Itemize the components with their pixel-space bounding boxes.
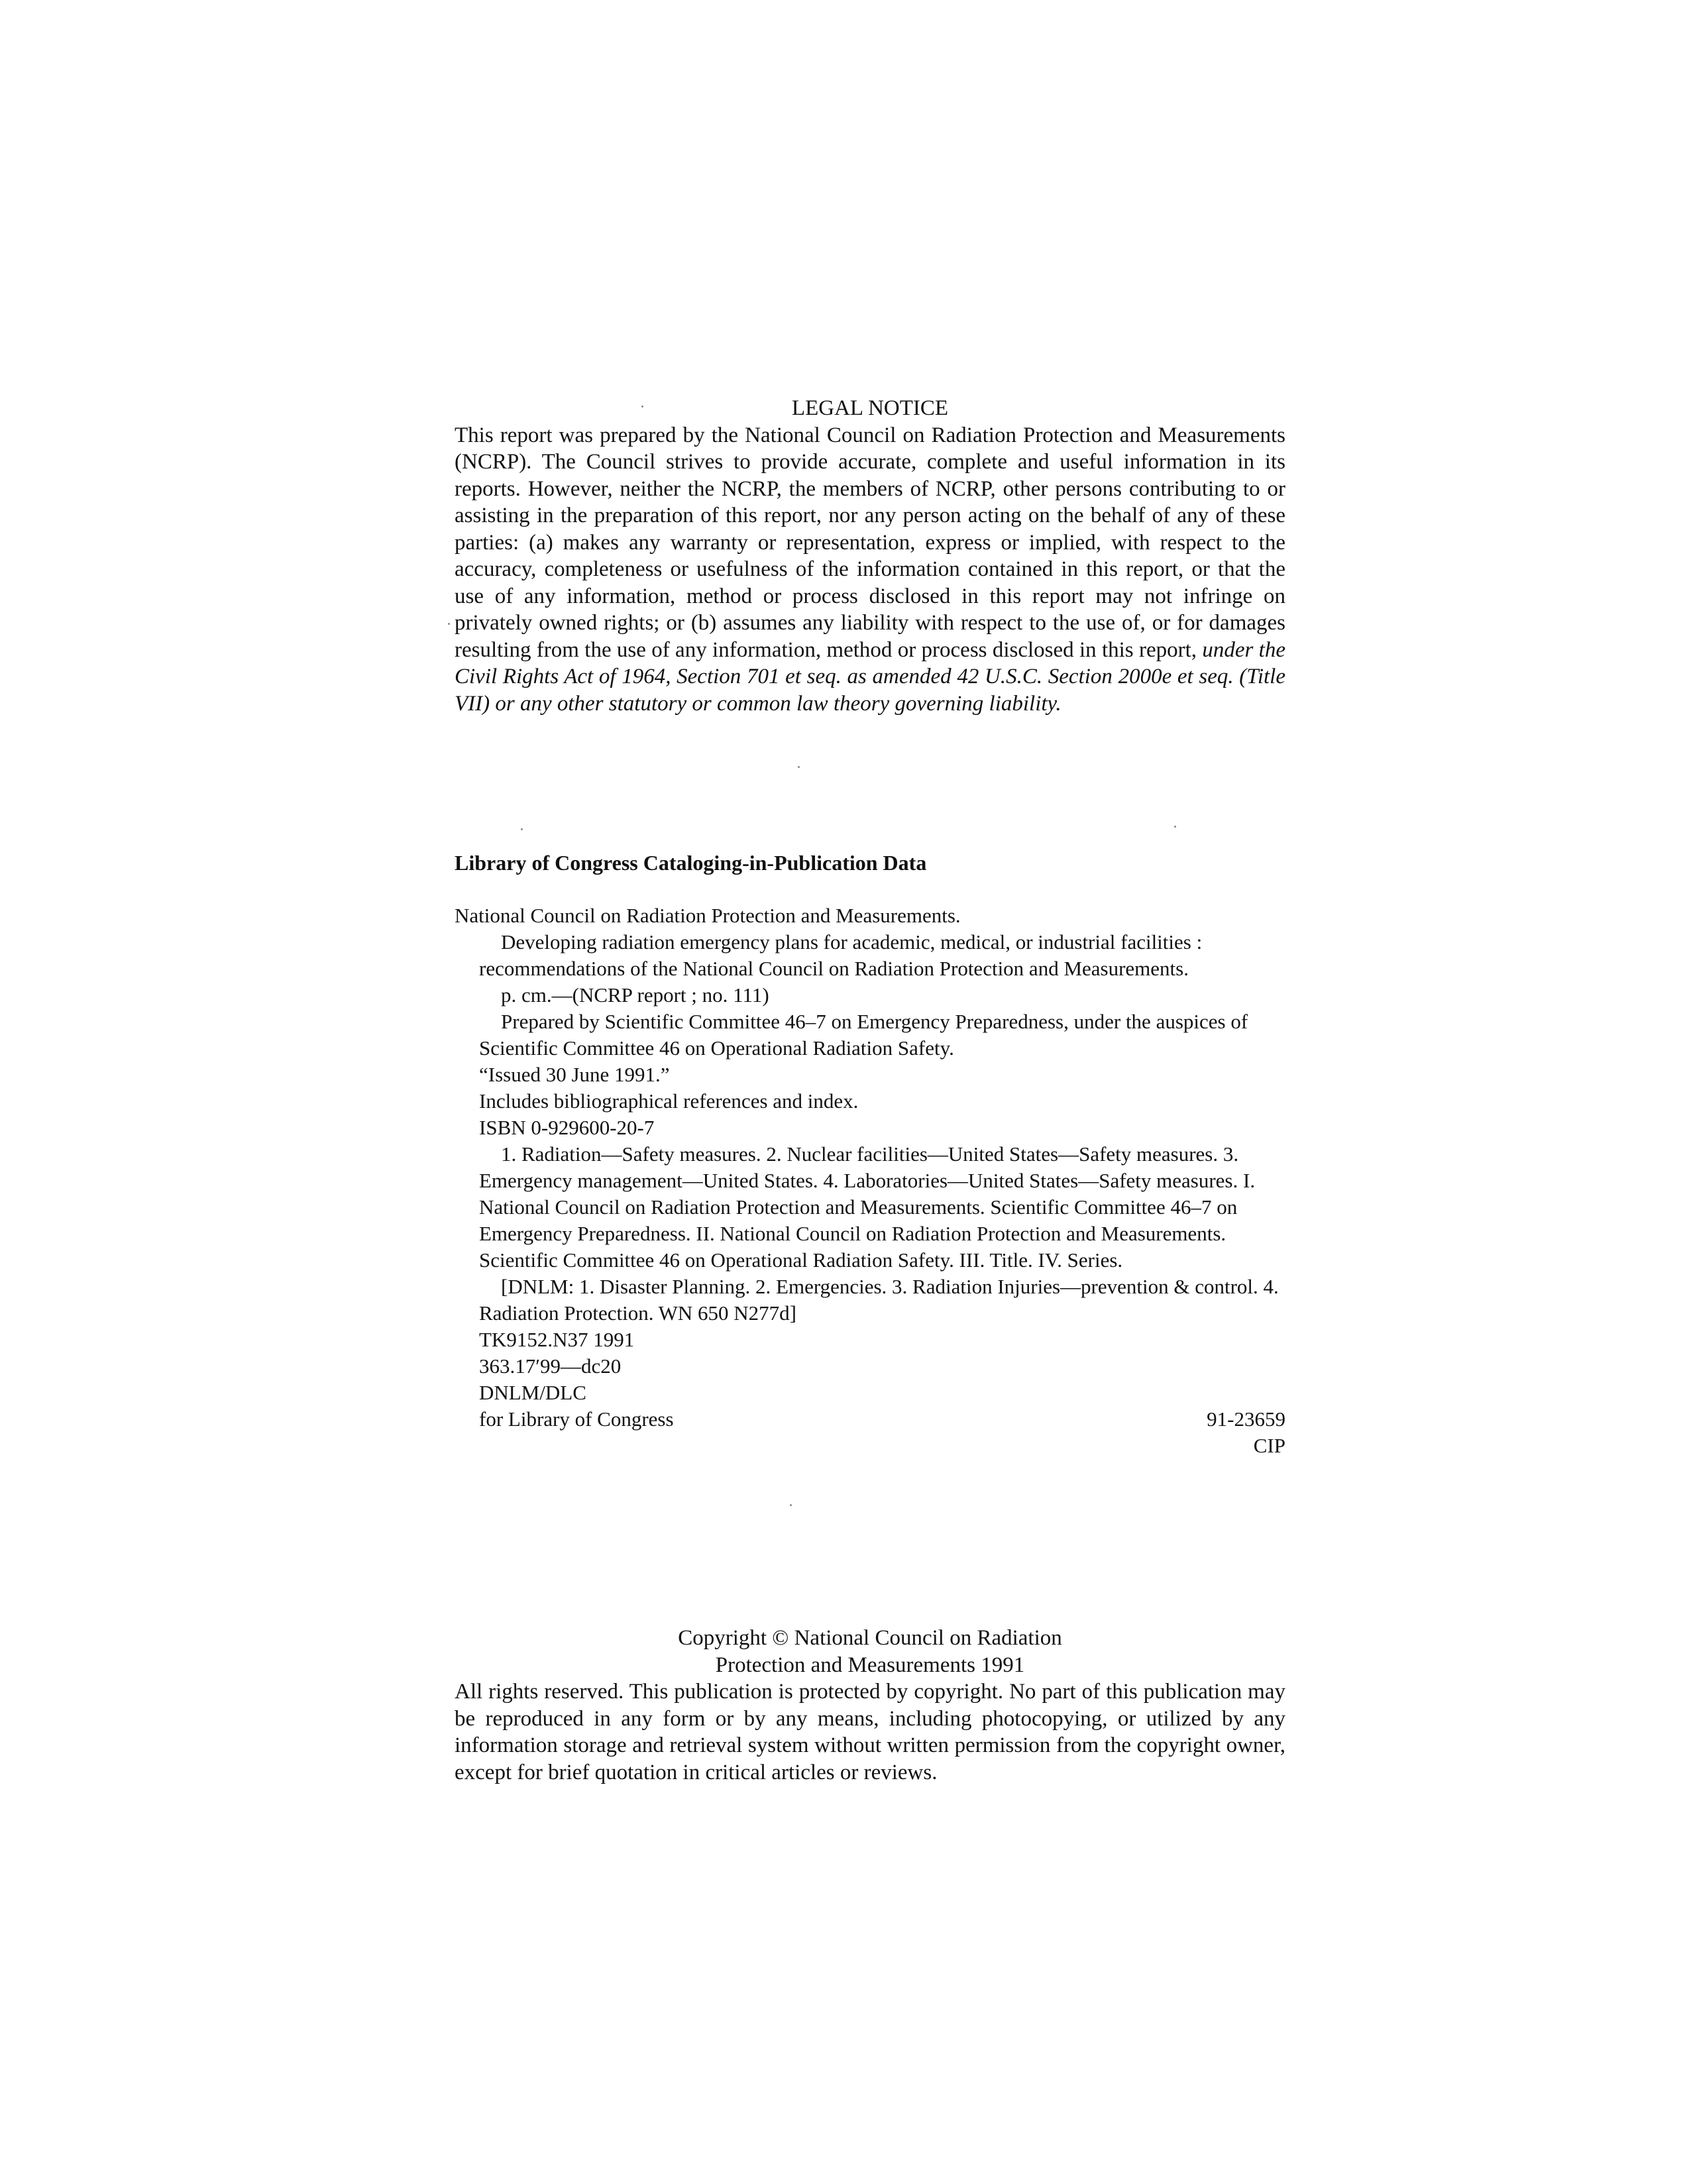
cip-isbn: ISBN 0-929600-20-7 [479,1116,655,1139]
legal-notice-body [455,422,1285,718]
legal-notice-italic-text: under the Civil Rights Act of 1964, Section 701 et seq. as amended 42 U.S.C. Section 2000e et seq. (Title VII) or any other statutory or common law theory governing liability. [455,637,1285,716]
cip-note-bibliography: Includes bibliographical references and index. [479,1089,859,1113]
cip-last-row [455,1406,1285,1433]
cip-for-lc: for Library of Congress [479,1407,674,1431]
cip-title-statement: Developing radiation emergency plans for academic, medical, or industrial facilities : recommendations of the National Council on Radiation Protection and Measurements. [479,930,1203,980]
cip-subjects: 1. Radiation—Safety measures. 2. Nuclear facilities—United States—Safety measures. 3. Emergency management—United States. 4. Laboratories—United States—Safety measures. I. National Council on Radiation Protection and Measurements. Scientific Committee 46–7 on Emergency Preparedness. II. National Council on Radiation Protection and Measurements. Scientific Committee 46 on Operational Radiation Safety. III. Title. IV. Series. [479,1142,1256,1272]
copyright-line-2: Protection and Measurements 1991 [715,1653,1025,1677]
scan-speck [1174,826,1176,828]
cip-collation: p. cm.—(NCRP report ; no. 111) [501,983,769,1007]
cip-lccn: 91-23659 [1207,1407,1285,1431]
cip-heading: Library of Congress Cataloging-in-Publication Data [455,851,927,875]
cip-data-block [455,849,1285,1459]
scan-speck [521,828,523,830]
copyright-line-1: Copyright © National Council on Radiation [678,1626,1062,1650]
legal-notice [455,395,1285,717]
copyright-body: All rights reserved. This publication is protected by copyright. No part of this publication may be reproduced in any form or by any means, including photocopying, or utilized by any information storage and retrieval system without written permission from the copyright owner, except for brief quotation in critical articles or reviews. [455,1680,1285,1784]
cip-note-issued: “Issued 30 June 1991.” [479,1063,670,1086]
cip-dewey: 363.17′99—dc20 [479,1354,622,1378]
legal-notice-body-text: This report was prepared by the National Council on Radiation Protection and Measurements (NCRP). The Council strives to provide accurate, complete and useful information in its reports. However, neither the NCRP, the members of NCRP, other persons contributing to or assisting in the preparation of this report, nor any person acting on the behalf of any of these parties: (a) makes any warranty or representation, express or implied, with respect to the accuracy, completeness or usefulness of the information contained in this report, or that the use of any information, method or process disclosed in this report may not infringe on privately owned rights; or (b) assumes any liability with respect to the use of, or for damages resulting from the use of any information, method or process disclosed in this report, [455,423,1285,662]
scan-speck [798,766,800,768]
cip-main-entry: National Council on Radiation Protection and Measurements. [455,904,961,927]
cip-note-prepared: Prepared by Scientific Committee 46–7 on Emergency Preparedness, under the auspices of Scientific Committee 46 on Operational Radiation Safety. [479,1010,1248,1060]
cip-tag: CIP [1253,1434,1285,1457]
cip-dnlm: [DNLM: 1. Disaster Planning. 2. Emergencies. 3. Radiation Injuries—prevention & control. 4. Radiation Protection. WN 650 N277d] [479,1275,1279,1325]
cip-lc-class: TK9152.N37 1991 [479,1328,635,1351]
copyright-block [455,1625,1285,1786]
cip-dnlm-dlc: DNLM/DLC [479,1381,586,1404]
legal-notice-title: LEGAL NOTICE [791,396,949,420]
scan-speck [790,1504,792,1506]
scan-speck [448,623,450,625]
